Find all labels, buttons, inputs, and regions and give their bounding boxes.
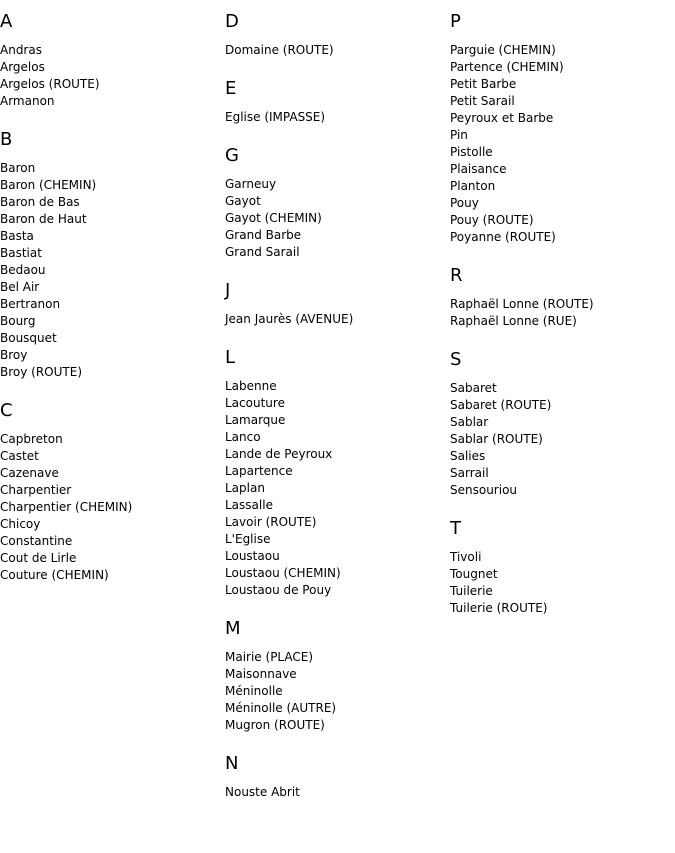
letter-heading: E [225,78,237,99]
street-link[interactable]: Partence (CHEMIN) [450,60,564,74]
street-list [450,296,670,330]
street-link[interactable]: Poyanne (ROUTE) [450,230,556,244]
street-link[interactable]: Plaisance [450,162,507,176]
street-link[interactable]: Mairie (PLACE) [225,650,314,664]
street-link[interactable]: Baron [0,161,36,175]
street-link[interactable]: Lassalle [225,498,273,512]
street-link[interactable]: Baron (CHEMIN) [0,178,97,192]
letter-group [225,281,445,328]
letter-group [450,519,670,617]
letter-group [0,130,220,381]
letter-group [0,401,220,584]
street-list [225,109,445,126]
street-list [225,311,445,328]
letter-heading: C [0,400,13,421]
street-link[interactable]: Méninolle [225,684,283,698]
street-link[interactable]: Sabaret (ROUTE) [450,398,552,412]
index-column-2 [225,12,445,821]
street-link[interactable]: Armanon [0,94,55,108]
street-link[interactable]: Petit Sarail [450,94,515,108]
letter-heading: N [225,753,239,774]
street-link[interactable]: Pouy [450,196,479,210]
street-list [450,42,670,246]
street-link[interactable]: Petit Barbe [450,77,517,91]
street-link[interactable]: Sensouriou [450,483,518,497]
street-link[interactable]: Garneuy [225,177,277,191]
street-link[interactable]: Constantine [0,534,73,548]
street-list [0,160,220,381]
street-link[interactable]: Loustaou [225,549,280,563]
street-link[interactable]: Cazenave [0,466,59,480]
letter-group [450,266,670,330]
street-link[interactable]: Bel Air [0,280,40,294]
street-link[interactable]: Raphaël Lonne (ROUTE) [450,297,594,311]
street-link[interactable]: Broy [0,348,28,362]
street-link[interactable]: Méninolle (AUTRE) [225,701,337,715]
letter-heading: D [225,11,239,32]
street-link[interactable]: Cout de Lirle [0,551,77,565]
street-list [0,431,220,584]
street-link[interactable]: Bedaou [0,263,46,277]
street-link[interactable]: Lapartence [225,464,293,478]
street-link[interactable]: Pouy (ROUTE) [450,213,534,227]
street-link[interactable]: Parguie (CHEMIN) [450,43,556,57]
street-link[interactable]: Eglise (IMPASSE) [225,110,326,124]
street-link[interactable]: Gayot [225,194,261,208]
street-link[interactable]: Sablar (ROUTE) [450,432,543,446]
street-link[interactable]: Charpentier (CHEMIN) [0,500,133,514]
street-link[interactable]: Labenne [225,379,277,393]
letter-heading: M [225,618,241,639]
letter-heading: L [225,347,236,368]
street-link[interactable]: Bastiat [0,246,42,260]
letter-heading: A [0,11,13,32]
street-link[interactable]: Broy (ROUTE) [0,365,83,379]
street-link[interactable]: Tuilerie [450,584,493,598]
street-link[interactable]: Sarrail [450,466,489,480]
street-link[interactable]: Grand Sarail [225,245,300,259]
street-link[interactable]: Planton [450,179,496,193]
street-link[interactable]: Peyroux et Barbe [450,111,554,125]
street-link[interactable]: Lacouture [225,396,285,410]
street-link[interactable]: Pistolle [450,145,493,159]
street-list [450,380,670,499]
street-list [225,649,445,734]
letter-group [225,79,445,126]
street-link[interactable]: L'Eglise [225,532,271,546]
street-list [0,42,220,110]
street-link[interactable]: Baron de Bas [0,195,80,209]
street-list [225,784,445,801]
letter-group [450,350,670,499]
street-link[interactable]: Bertranon [0,297,61,311]
street-link[interactable]: Tivoli [450,550,482,564]
street-link[interactable]: Couture (CHEMIN) [0,568,109,582]
letter-group [225,619,445,734]
street-link[interactable]: Raphaël Lonne (RUE) [450,314,577,328]
letter-group [225,146,445,261]
street-link[interactable]: Loustaou de Pouy [225,583,332,597]
street-link[interactable]: Salies [450,449,486,463]
street-link[interactable]: Argelos [0,60,45,74]
street-link[interactable]: Sabaret [450,381,497,395]
street-link[interactable]: Basta [0,229,34,243]
street-link[interactable]: Chicoy [0,517,41,531]
letter-group [225,12,445,59]
letter-group [450,12,670,246]
letter-group [225,348,445,599]
index-column-1 [0,12,220,604]
letter-group [225,754,445,801]
street-link[interactable]: Mugron (ROUTE) [225,718,325,732]
street-link[interactable]: Nouste Abrit [225,785,300,799]
street-link[interactable]: Bourg [0,314,36,328]
street-link[interactable]: Charpentier [0,483,72,497]
street-link[interactable]: Grand Barbe [225,228,302,242]
index-column-3 [450,12,670,637]
street-list [225,176,445,261]
street-link[interactable]: Tougnet [450,567,498,581]
street-link[interactable]: Laplan [225,481,265,495]
street-link[interactable]: Domaine (ROUTE) [225,43,334,57]
street-list [225,42,445,59]
letter-heading: J [225,280,231,301]
street-link[interactable]: Baron de Haut [0,212,87,226]
street-link[interactable]: Capbreton [0,432,63,446]
letter-heading: P [450,11,461,32]
street-list [450,549,670,617]
street-link[interactable]: Pin [450,128,468,142]
street-link[interactable]: Lamarque [225,413,286,427]
street-link[interactable]: Maisonnave [225,667,297,681]
letter-group [0,12,220,110]
letter-heading: R [450,265,463,286]
street-link[interactable]: Jean Jaurès (AVENUE) [225,312,354,326]
street-link[interactable]: Sablar [450,415,489,429]
street-link[interactable]: Bousquet [0,331,57,345]
street-link[interactable]: Argelos (ROUTE) [0,77,100,91]
letter-heading: T [450,518,461,539]
street-link[interactable]: Tuilerie (ROUTE) [450,601,548,615]
street-list [225,378,445,599]
street-link[interactable]: Castet [0,449,39,463]
letter-heading: B [0,129,13,150]
letter-heading: S [450,349,462,370]
letter-heading: G [225,145,239,166]
street-link[interactable]: Lande de Peyroux [225,447,333,461]
street-link[interactable]: Lavoir (ROUTE) [225,515,317,529]
street-link[interactable]: Andras [0,43,42,57]
street-link[interactable]: Loustaou (CHEMIN) [225,566,341,580]
street-link[interactable]: Gayot (CHEMIN) [225,211,322,225]
street-link[interactable]: Lanco [225,430,261,444]
